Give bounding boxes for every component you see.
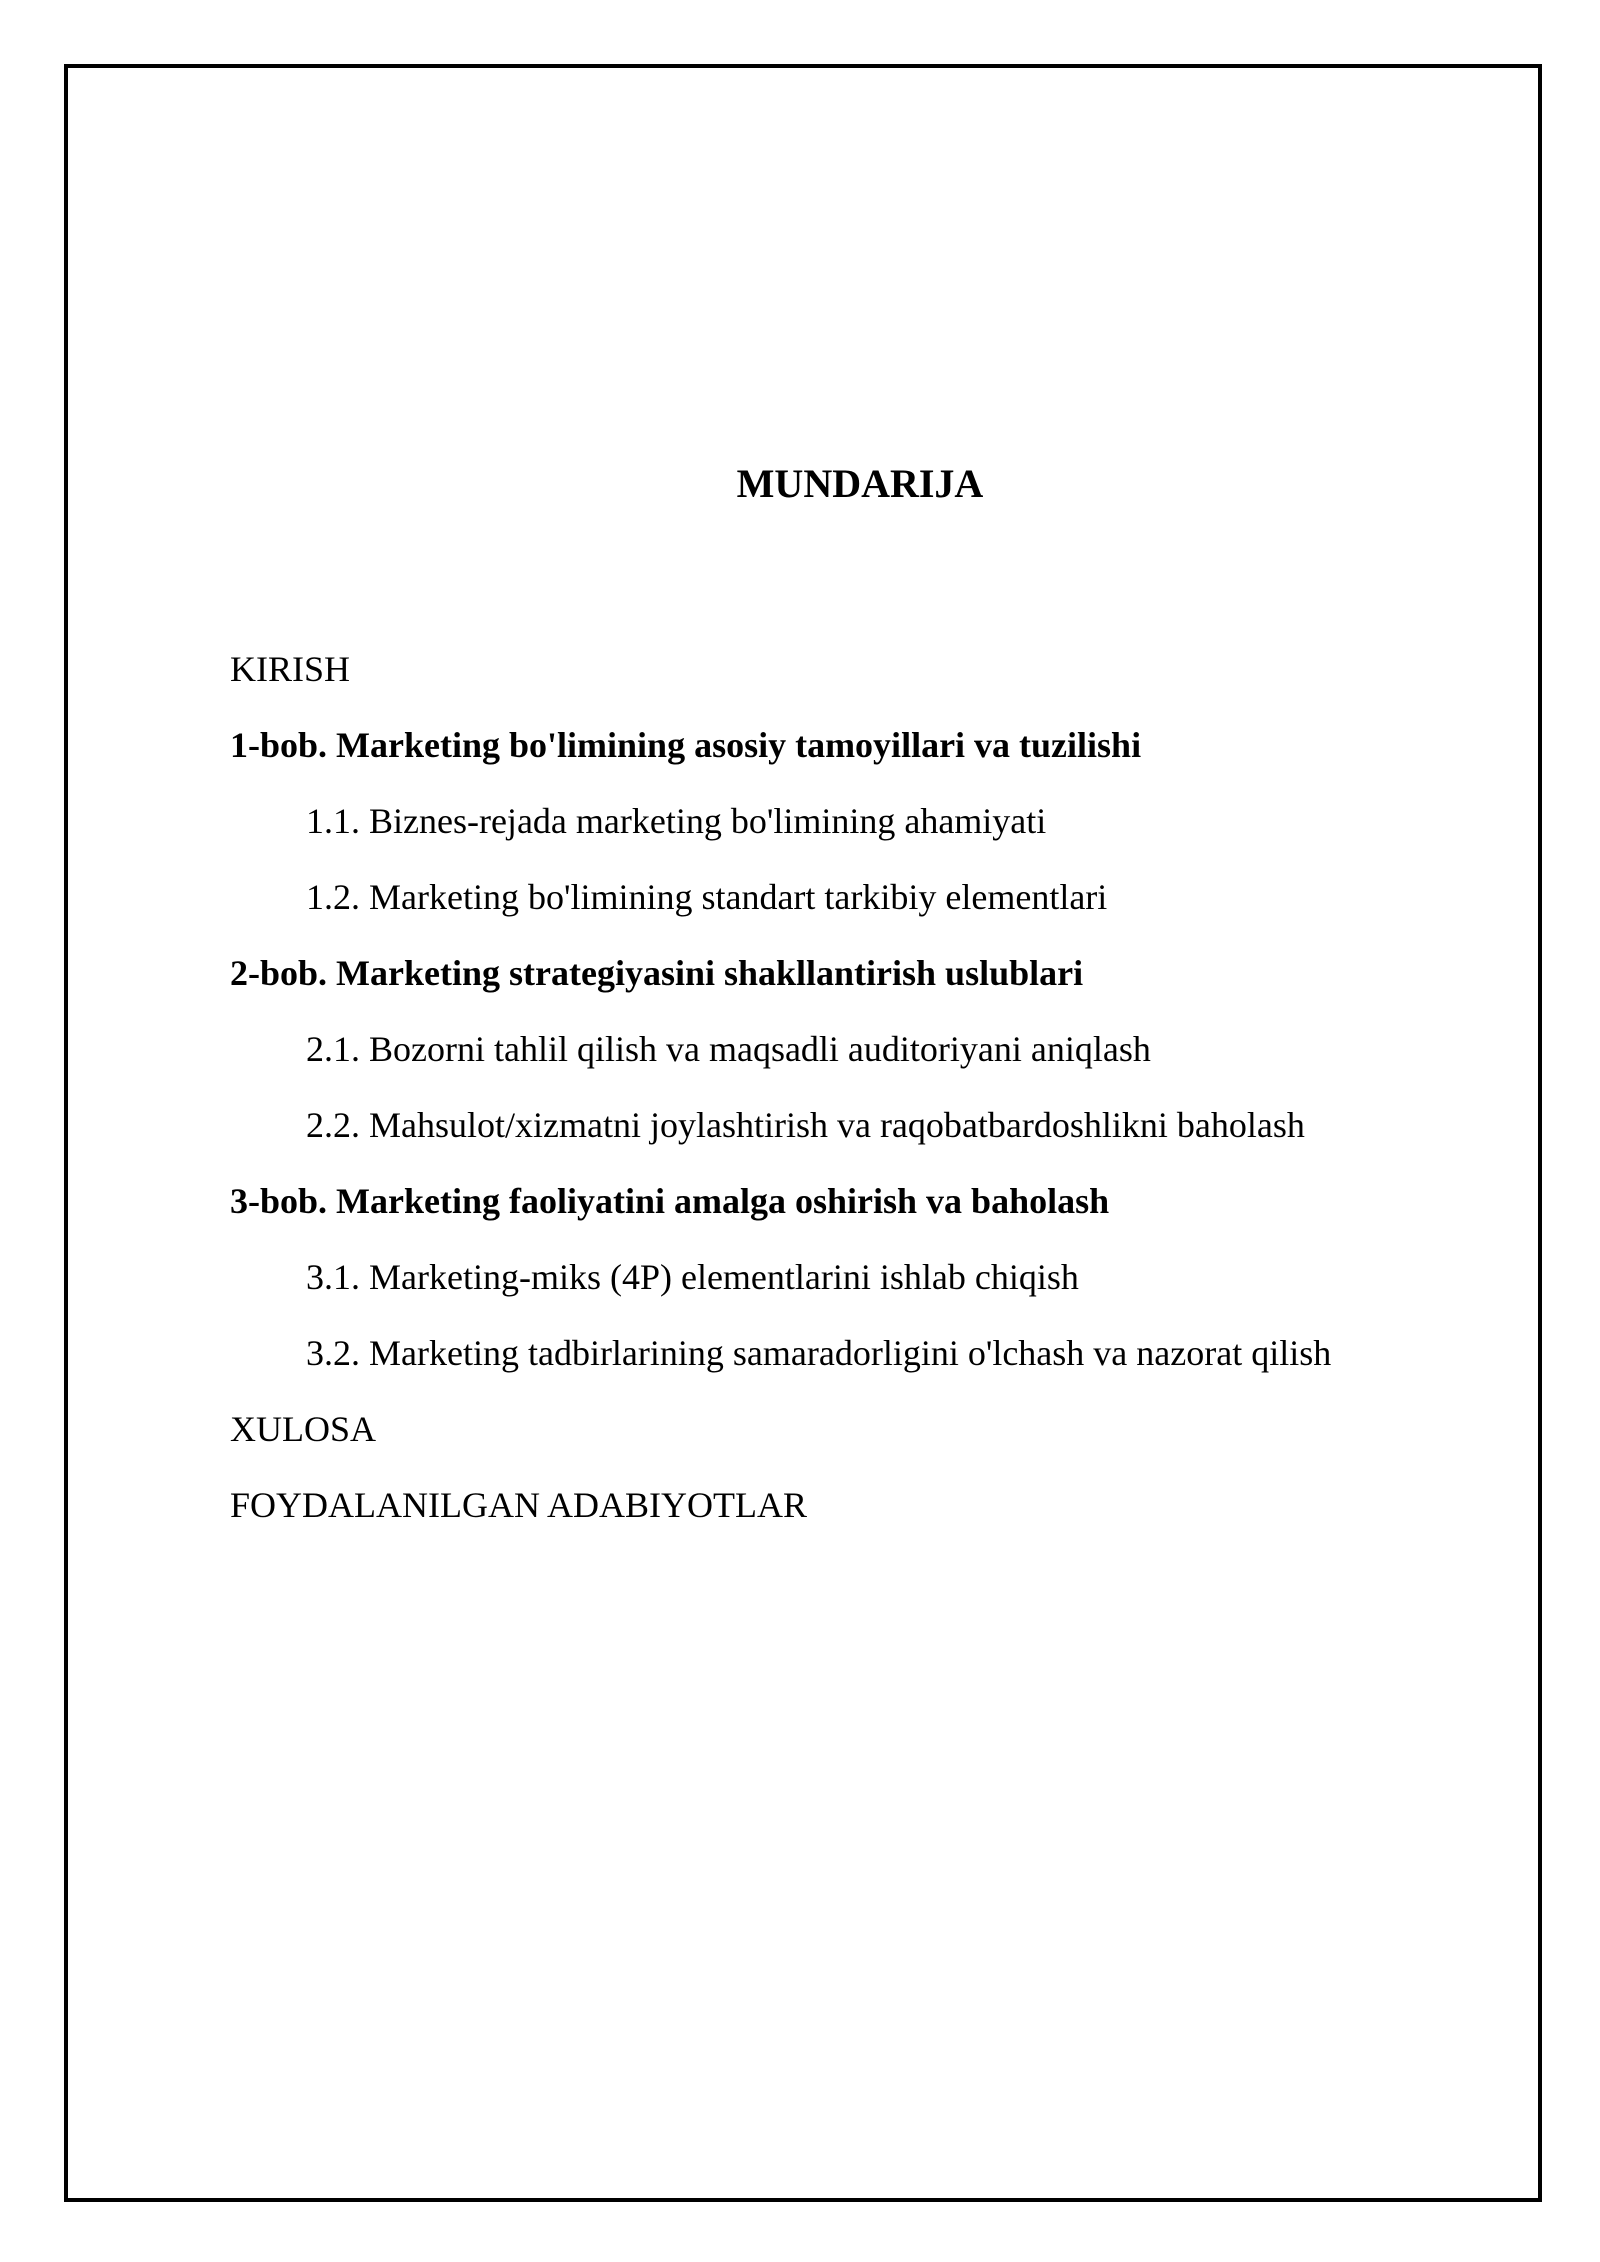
toc-section-3-2: 3.2. Marketing tadbirlarining samaradorligini o'lchash va nazorat qilish: [306, 1333, 1332, 1373]
toc-chapter-1: 1-bob. Marketing bo'limining asosiy tamoyillari va tuzilishi: [230, 725, 1142, 765]
toc-section-1-1: 1.1. Biznes-rejada marketing bo'limining ahamiyati: [306, 801, 1047, 841]
toc-chapter-2: 2-bob. Marketing strategiyasini shakllantirish uslublari: [230, 953, 1084, 993]
toc-section-2-1: 2.1. Bozorni tahlil qilish va maqsadli auditoriyani aniqlash: [306, 1029, 1151, 1069]
toc-section-2-2: 2.2. Mahsulot/xizmatni joylashtirish va raqobatbardoshlikni baholash: [306, 1105, 1305, 1145]
toc-section-3-1: 3.1. Marketing-miks (4P) elementlarini ishlab chiqish: [306, 1257, 1079, 1297]
toc-entry-conclusion: XULOSA: [230, 1409, 377, 1449]
toc-entry-introduction: KIRISH: [230, 649, 351, 689]
page-title: MUNDARIJA: [736, 461, 984, 506]
toc-entry-references: FOYDALANILGAN ADABIYOTLAR: [230, 1485, 807, 1525]
toc-chapter-3: 3-bob. Marketing faoliyatini amalga oshirish va baholash: [230, 1181, 1110, 1221]
toc-section-1-2: 1.2. Marketing bo'limining standart tarkibiy elementlari: [306, 877, 1108, 917]
table-of-contents: [230, 644, 1450, 1556]
